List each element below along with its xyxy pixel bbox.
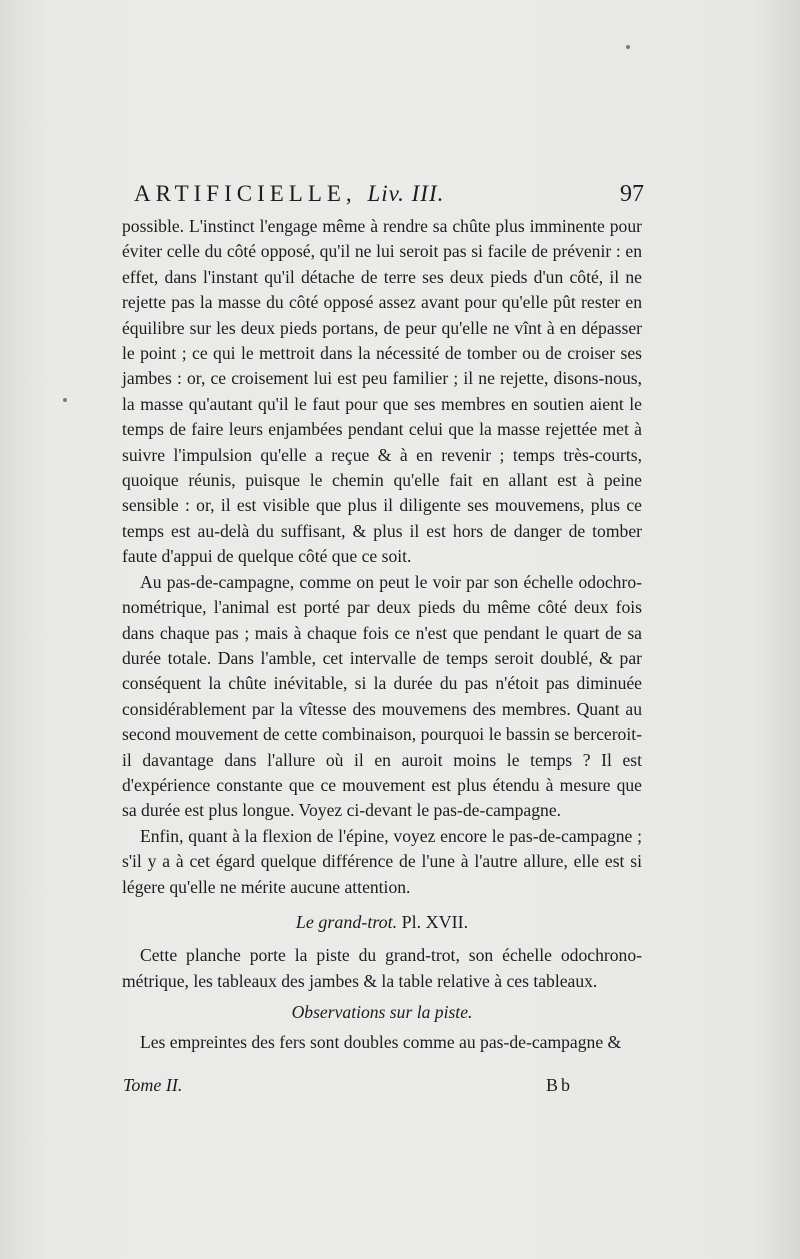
page-header [134,181,644,215]
paragraph-2: Au pas-de-campagne, comme on peut le voir par son échelle odochro-nométrique, l'animal est porté par deux pieds du même côté deux fois dans chaque pas ; mais à chaque fois ce n'est que pendant le quart de sa durée totale. Dans l'amble, cet intervalle de temps seroit doublé, & par conséquent la chûte inévitable, si la durée du pas n'étoit pas diminuée considérablement par la vîtesse des mouvemens des membres. Quant au second mouvement de cette combinaison, pourquoi le bassin se berceroit-il davantage dans l'allure où il en auroit moins le temps ? Il est d'expérience constante que ce mouvement est plus étendu à mesure que sa durée est plus longue. Voyez ci-devant le pas-de-campagne. [122,571,642,821]
paragraph-3: Enfin, quant à la flexion de l'épine, voyez encore le pas-de-campagne ; s'il y a à cet égard quelque différence de l'une à l'autre allure, elle est si légere qu'elle ne mérite aucune attention. [122,825,642,897]
plate-reference: Pl. XVII. [401,911,469,932]
paragraph-4: Cette planche porte la piste du grand-trot, son échelle odochrono-métrique, les tableaux des jambes & la table relative à ces tableaux. [122,945,642,991]
running-head-title: ARTIFICIELLE, [134,181,357,206]
ink-speck [63,398,67,402]
ink-speck [626,45,630,49]
paragraph-5: Les empreintes des fers sont doubles comme au pas-de-campagne & [140,1031,622,1052]
page-footer [123,1075,573,1101]
signature-mark: Bb [545,1075,573,1095]
volume-label: Tome II. [123,1075,183,1095]
page-number: 97 [620,181,644,207]
book-reference: Liv. III. [367,181,445,206]
section-title-name: Le grand-trot. [295,911,398,932]
subheading: Observations sur la piste. [291,1002,473,1023]
section-title [122,910,642,935]
paragraph-1: possible. L'instinct l'engage même à rendre sa chûte plus imminente pour éviter celle du côté opposé, qu'il ne lui seroit pas si facile de prévenir : en effet, dans l'instant qu'il détache de terre ses deux pieds d'un côté, il ne rejette pas la masse du côté opposé assez avant pour qu'elle pût rester en équilibre sur les deux pieds portans, de peur qu'elle ne vînt à en dépasser le point ; ce qui le mettroit dans la nécessité de tomber ou de croiser ses jambes : or, ce croisement lui est peu familier ; il ne rejette, disons-nous, la masse qu'autant qu'il le faut pour que ses membres en soutien aient le temps de faire leurs enjambées pendant celui que la masse rejettée met à suivre l'impulsion qu'elle a reçue & à en revenir ; temps très-courts, quoique réunis, puisque le chemin qu'elle fait en allant est à peine sensible : or, il est visible que plus il diligente ses mouvemens, plus ce temps est au-delà du suffisant, & plus il est hors de danger de tomber faute d'appui de quelque côté que ce soit. [122,216,642,567]
running-head [134,181,444,207]
body-text [122,214,642,1055]
